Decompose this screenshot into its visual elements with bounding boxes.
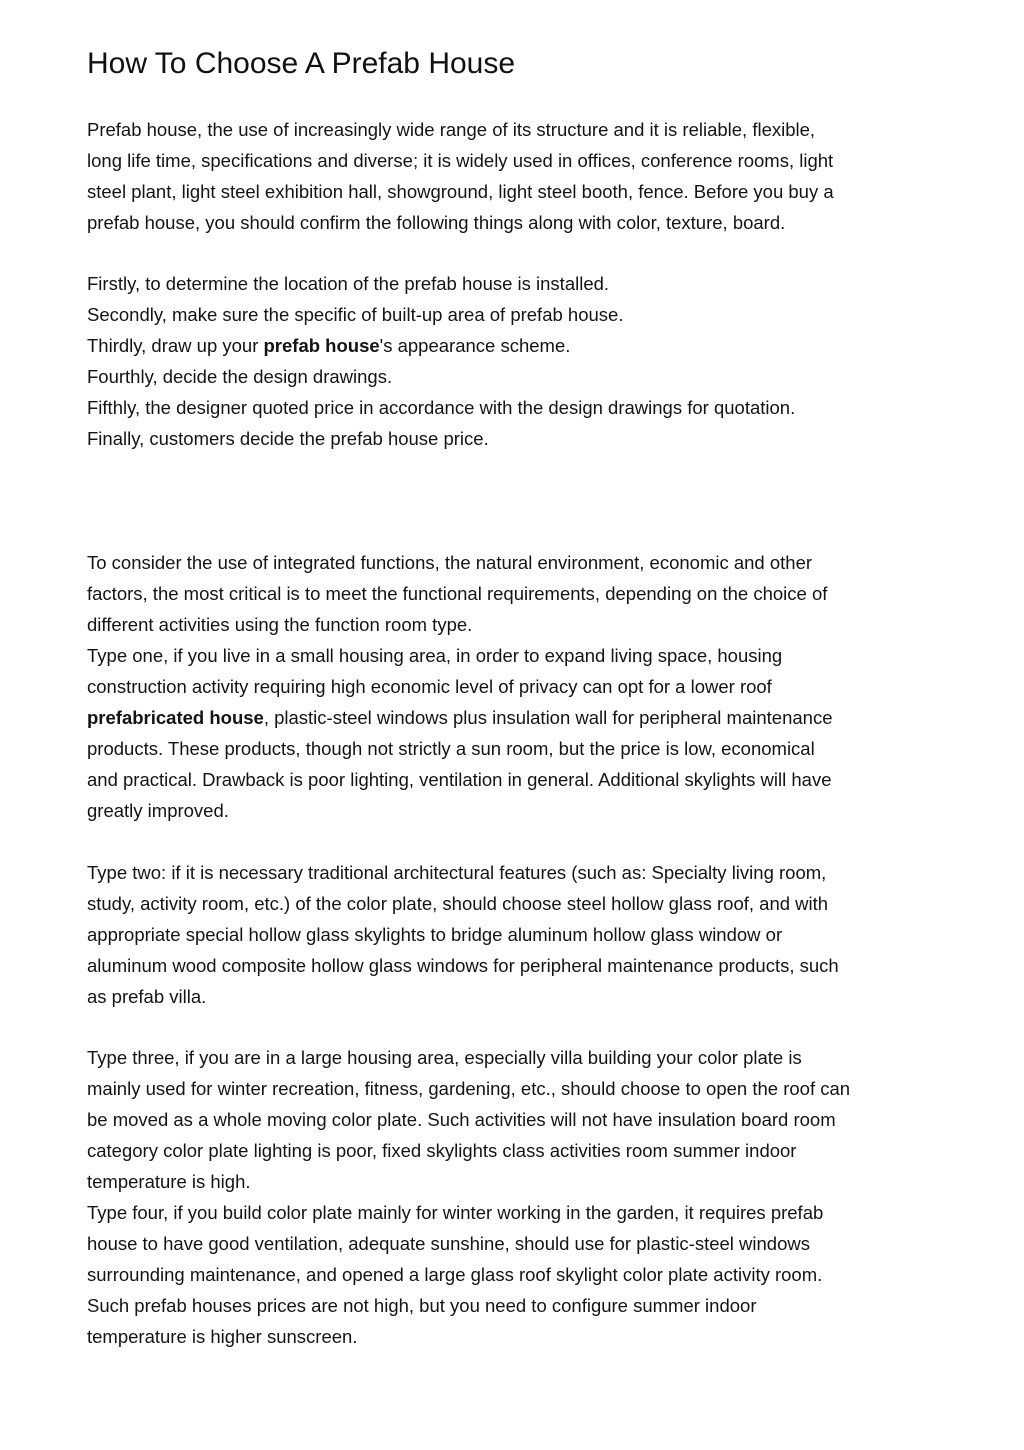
- line-after-keyword: , plastic-steel windows plus insulation wall for peripheral maintenance: [263, 707, 833, 728]
- paragraph-line: factors, the most critical is to meet the functional requirements, depending on the choice of: [87, 583, 828, 604]
- page-title: How To Choose A Prefab House: [87, 47, 516, 80]
- paragraph-line: house to have good ventilation, adequate sunshine, should use for plastic-steel windows: [87, 1233, 810, 1254]
- paragraph-line: Type two: if it is necessary traditional architectural features (such as: Specialty living room,: [87, 862, 827, 883]
- paragraph-line: different activities using the function room type.: [87, 614, 473, 635]
- keyword-prefab-house: prefab house: [263, 335, 380, 356]
- paragraph-line: Prefab house, the use of increasingly wide range of its structure and it is reliable, flexible,: [87, 119, 816, 140]
- paragraph-line: as prefab villa.: [87, 986, 207, 1007]
- paragraph-line: temperature is high.: [87, 1171, 251, 1192]
- intro-paragraph: [87, 114, 834, 238]
- paragraph-line: be moved as a whole moving color plate. Such activities will not have insulation board room: [87, 1109, 836, 1130]
- paragraph-line: [87, 702, 832, 733]
- step-secondly: Secondly, make sure the specific of built-up area of prefab house.: [87, 304, 624, 325]
- paragraph-line: Type four, if you build color plate mainly for winter working in the garden, it requires prefab: [87, 1202, 824, 1223]
- paragraph-line: temperature is higher sunscreen.: [87, 1326, 358, 1347]
- paragraph-line: products. These products, though not strictly a sun room, but the price is low, economical: [87, 738, 815, 759]
- paragraph-line: Type one, if you live in a small housing area, in order to expand living space, housing: [87, 645, 783, 666]
- type-three-four-paragraph: [87, 1042, 850, 1352]
- consider-paragraph: [87, 547, 832, 826]
- keyword-prefabricated-house: prefabricated house: [87, 707, 264, 728]
- paragraph-line: prefab house, you should confirm the following things along with color, texture, board.: [87, 212, 786, 233]
- paragraph-line: surrounding maintenance, and opened a large glass roof skylight color plate activity room.: [87, 1264, 823, 1285]
- paragraph-line: construction activity requiring high economic level of privacy can opt for a lower roof: [87, 676, 772, 697]
- step-firstly: Firstly, to determine the location of the prefab house is installed.: [87, 273, 610, 294]
- paragraph-line: greatly improved.: [87, 800, 229, 821]
- paragraph-line: and practical. Drawback is poor lighting, ventilation in general. Additional skylights will have: [87, 769, 832, 790]
- type-two-paragraph: [87, 857, 839, 1012]
- paragraph-line: category color plate lighting is poor, fixed skylights class activities room summer indoor: [87, 1140, 797, 1161]
- step-finally: Finally, customers decide the prefab house price.: [87, 428, 489, 449]
- paragraph-line: To consider the use of integrated functions, the natural environment, economic and other: [87, 552, 813, 573]
- paragraph-line: study, activity room, etc.) of the color plate, should choose steel hollow glass roof, and with: [87, 893, 829, 914]
- paragraph-line: mainly used for winter recreation, fitness, gardening, etc., should choose to open the roof can: [87, 1078, 851, 1099]
- paragraph-line: appropriate special hollow glass skylights to bridge aluminum hollow glass window or: [87, 924, 783, 945]
- step-thirdly-before: Thirdly, draw up your: [87, 335, 264, 356]
- steps-paragraph: [87, 268, 795, 454]
- paragraph-line: long life time, specifications and diverse; it is widely used in offices, conference rooms, light: [87, 150, 834, 171]
- step-fourthly: Fourthly, decide the design drawings.: [87, 366, 393, 387]
- step-thirdly: [87, 330, 795, 361]
- step-fifthly: Fifthly, the designer quoted price in accordance with the design drawings for quotation.: [87, 397, 796, 418]
- step-thirdly-after: 's appearance scheme.: [379, 335, 571, 356]
- paragraph-line: aluminum wood composite hollow glass windows for peripheral maintenance products, such: [87, 955, 839, 976]
- paragraph-line: steel plant, light steel exhibition hall, showground, light steel booth, fence. Before you buy a: [87, 181, 834, 202]
- paragraph-line: Type three, if you are in a large housing area, especially villa building your color plate is: [87, 1047, 802, 1068]
- paragraph-line: Such prefab houses prices are not high, but you need to configure summer indoor: [87, 1295, 757, 1316]
